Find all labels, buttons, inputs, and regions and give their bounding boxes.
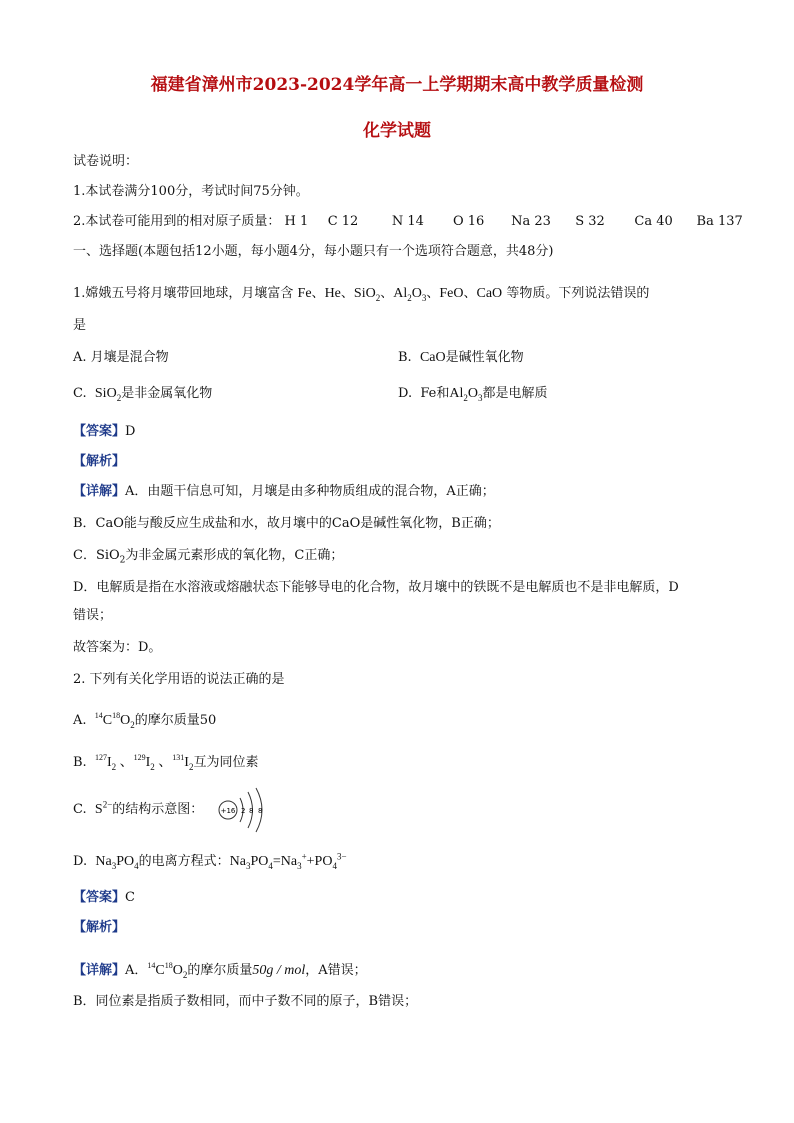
- q2-detail-a-mid: 的摩尔质量: [187, 963, 253, 978]
- q1-analysis-tag: 【解析】: [73, 454, 126, 469]
- q1-detail-a: [73, 482, 495, 502]
- q1-detail-d2: 错误；: [73, 608, 113, 623]
- q1-option-c: [73, 384, 212, 404]
- q1-detail-b: B．CaO能与酸反应生成盐和水，故月壤中的CaO是碱性氧化物，B正确；: [73, 516, 500, 531]
- document-subtitle: 化学试题: [363, 121, 431, 141]
- q2-option-a: [73, 706, 216, 731]
- q2-option-a-prefix: A.: [73, 713, 87, 728]
- q1-stem-part-a: 1.嫦娥五号将月壤带回地球，月壤富含: [73, 286, 294, 301]
- q2-detail-a-prefix: A．: [125, 963, 148, 978]
- notes-line-1: 1.本试卷满分100分，考试时间75分钟。: [73, 184, 309, 199]
- q1-option-b-prefix: B.: [398, 350, 412, 365]
- q2-stem: 2. 下列有关化学用语的说法正确的是: [73, 672, 285, 687]
- formula-sio2: SiO$_2$: [353, 286, 381, 303]
- notes-line-2-prefix: 2.本试卷可能用到的相对原子质量：: [73, 214, 281, 229]
- formula-s2minus: $S^{2-}$: [94, 799, 113, 817]
- formula-he: He: [324, 286, 341, 301]
- q2-option-b-text: 互为同位素: [193, 755, 259, 770]
- q1-conclusion: 故答案为：D。: [73, 640, 162, 655]
- q2-detail-tag: 【详解】: [73, 963, 126, 978]
- formula-al2o3-d: $Al_2O_3$: [449, 386, 483, 403]
- formula-sio2-c: SiO$_2$: [94, 386, 122, 403]
- q1-option-d-prefix: D.: [398, 386, 413, 401]
- q2-detail-a: [73, 956, 367, 981]
- mass-h: H 1: [284, 214, 309, 229]
- section-heading: 一、选择题(本题包括12小题，每小题4分，每小题只有一个选项符合题意，共48分): [73, 244, 554, 259]
- formula-cao: CaO: [476, 286, 503, 301]
- q2-option-d-text: 的电离方程式：: [138, 854, 230, 869]
- q1-option-d: [398, 384, 548, 404]
- q2-option-d-prefix: D.: [73, 854, 88, 869]
- q1-option-d-text-a: Fe和: [420, 386, 450, 401]
- formula-na3po4: $Na_3PO_4$: [95, 854, 139, 871]
- q1-option-d-text-b: 都是电解质: [482, 386, 548, 401]
- formula-14c18o2-detail: $^{14}C^{18}O_2$: [147, 961, 188, 980]
- formula-14c18o2: $^{14}C^{18}O_2$: [94, 711, 135, 730]
- q1-detail-d1: D．电解质是指在水溶液或熔融状态下能够导电的化合物，故月壤中的铁既不是电解质也不是非电解质，D: [73, 580, 679, 595]
- q1-answer: [73, 422, 135, 442]
- ionization-equation: $Na_3PO_4=Na_3^++PO_4^{3-}$: [229, 851, 347, 871]
- document-title: 福建省漳州市2023-2024学年高一上学期期末高中教学质量检测: [150, 75, 644, 95]
- q2-detail-b: B．同位素是指质子数相同，而中子数不同的原子，B错误；: [73, 994, 418, 1009]
- formula-fe: Fe: [297, 286, 312, 301]
- q1-answer-label: 【答案】: [73, 424, 126, 439]
- q1-option-b: [398, 348, 524, 368]
- q1-option-c-prefix: C.: [73, 386, 87, 401]
- mass-na: Na 23: [511, 214, 551, 229]
- q1-detail-c-prefix: C．SiO$_2$: [73, 548, 126, 566]
- q2-answer: [73, 888, 135, 908]
- q1-stem: 1.嫦娥五号将月壤带回地球，月壤富含 Fe、He、SiO$_2$、$Al_2O_3$、FeO、CaO 等物质。下列说法错误的: [73, 286, 650, 303]
- q1-detail-tag: 【详解】: [73, 484, 126, 499]
- q1-answer-value: D: [125, 424, 136, 439]
- q2-analysis-tag: 【解析】: [73, 920, 126, 935]
- q1-detail-a-text: A．由题干信息可知，月壤是由多种物质组成的混合物，A正确；: [125, 484, 495, 499]
- q2-option-c: [73, 800, 203, 820]
- q1-option-c-text: 是非金属氧化物: [121, 386, 213, 401]
- shell-electrons-2: 8: [249, 807, 254, 815]
- mass-n: N 14: [391, 214, 424, 229]
- q1-detail-c-text: 为非金属元素形成的氧化物，C正确；: [125, 548, 344, 563]
- q1-stem-part-b: 等物质。下列说法错误的: [506, 286, 650, 301]
- q1-detail-c: [73, 546, 343, 566]
- notes-line-2: [73, 212, 743, 232]
- q2-answer-value: C: [125, 890, 135, 905]
- q1-option-b-text: 是碱性氧化物: [445, 350, 524, 365]
- q2-option-d: [73, 852, 347, 872]
- q2-option-b-prefix: B.: [73, 755, 87, 770]
- q2-answer-label: 【答案】: [73, 890, 126, 905]
- q2-option-c-prefix: C.: [73, 802, 87, 817]
- q2-option-c-text: 的结构示意图：: [112, 802, 204, 817]
- q1-analysis-label: [73, 452, 125, 472]
- q2-analysis-label: [73, 918, 125, 938]
- mass-ca: Ca 40: [634, 214, 673, 229]
- shell-electrons-1: 2: [241, 807, 246, 815]
- q1-option-a: A. 月壤是混合物: [73, 350, 169, 365]
- mass-c: C 12: [327, 214, 359, 229]
- q2-option-b: [73, 748, 258, 773]
- notes-heading: 试卷说明：: [73, 154, 139, 169]
- q2-option-a-text: 的摩尔质量50: [134, 713, 217, 728]
- q1-stem-cont: 是: [73, 318, 87, 333]
- formula-cao-b: CaO: [419, 350, 446, 365]
- sulfide-structure-diagram: [214, 786, 274, 834]
- shell-electrons-3: 8: [258, 807, 263, 815]
- q2-detail-a-suffix: ，A错误；: [305, 963, 367, 978]
- formula-feo: FeO: [439, 286, 464, 301]
- nucleus-charge: +16: [220, 807, 236, 815]
- mass-ba: Ba 137: [696, 214, 743, 229]
- mass-s: S 32: [575, 214, 605, 229]
- formula-al2o3: $Al_2O_3$: [393, 286, 427, 303]
- q2-detail-a-value: 50g / mol: [252, 963, 306, 978]
- formula-iodine-isotopes: $^{127}I_2$ 、$^{129}I_2$ 、$^{131}I_2$: [94, 753, 194, 772]
- mass-o: O 16: [452, 214, 485, 229]
